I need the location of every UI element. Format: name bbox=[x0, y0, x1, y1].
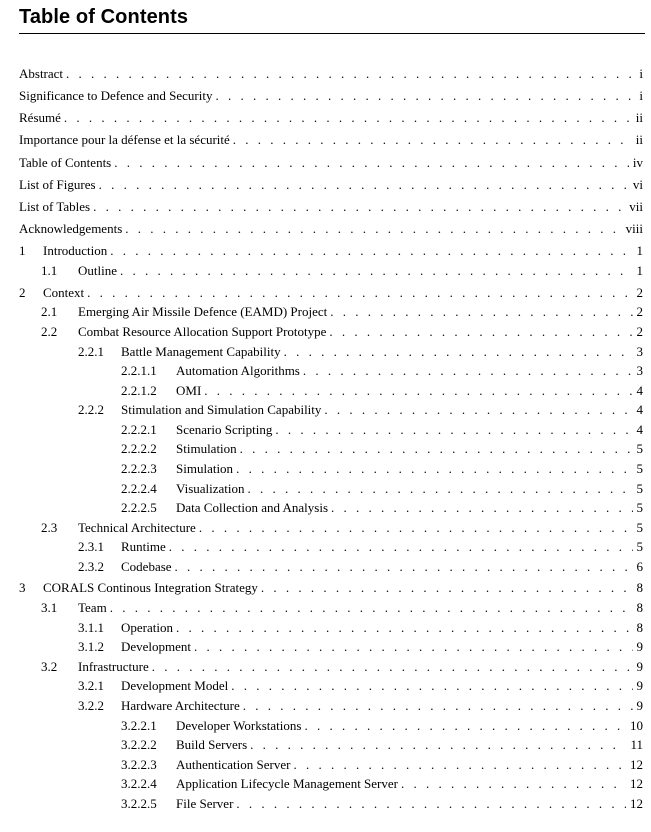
toc-entry-page: i bbox=[635, 87, 643, 105]
toc-entry-number: 2.2.2.4 bbox=[121, 481, 157, 496]
toc-entry-number: 2.2.2.3 bbox=[121, 461, 157, 476]
toc-entry-number: 2.2.2.2 bbox=[121, 441, 157, 456]
toc-entry-page: 6 bbox=[633, 558, 644, 576]
dot-leader bbox=[66, 65, 635, 83]
dot-leader bbox=[199, 519, 633, 537]
dot-leader bbox=[110, 599, 633, 617]
toc-entry[interactable] bbox=[19, 697, 643, 715]
toc-entry-label[interactable]: Developer Workstations bbox=[176, 717, 304, 735]
toc-entry-page: 5 bbox=[633, 460, 644, 478]
toc-entry[interactable] bbox=[19, 323, 643, 341]
toc-entry-number: 3.2.2.1 bbox=[121, 718, 157, 733]
toc-entry-number: 2.2.2.5 bbox=[121, 500, 157, 515]
toc-entry-label[interactable]: Abstract bbox=[19, 65, 66, 83]
toc-entry-page: 2 bbox=[633, 284, 644, 302]
toc-entry-page: vi bbox=[629, 176, 643, 194]
toc-entry-page: 5 bbox=[633, 480, 644, 498]
toc-entry-number: 3.2.2.3 bbox=[121, 757, 157, 772]
toc-entry[interactable] bbox=[19, 284, 643, 302]
toc-entry-label[interactable]: Stimulation bbox=[176, 440, 240, 458]
toc-entry-number: 2.2.1 bbox=[78, 344, 104, 359]
toc-entry[interactable] bbox=[19, 131, 643, 149]
toc-entry-number: 3.1 bbox=[41, 600, 58, 615]
toc-entry-label[interactable]: Table of Contents bbox=[19, 154, 114, 172]
toc-entry-page: 2 bbox=[633, 303, 644, 321]
dot-leader bbox=[324, 401, 632, 419]
dot-leader bbox=[331, 499, 632, 517]
dot-leader bbox=[329, 323, 632, 341]
toc-entry[interactable] bbox=[19, 677, 643, 695]
toc-entry[interactable] bbox=[19, 538, 643, 556]
toc-entry-page: 12 bbox=[626, 795, 643, 813]
toc-entry[interactable] bbox=[19, 262, 643, 280]
toc-entry-page: 9 bbox=[633, 697, 644, 715]
toc-entry[interactable] bbox=[19, 382, 643, 400]
toc-entry-number: 2.2.2 bbox=[78, 402, 104, 417]
dot-leader bbox=[401, 775, 626, 793]
toc-entry-page: viii bbox=[622, 220, 643, 238]
toc-entry-number: 2.2.1.2 bbox=[121, 383, 157, 398]
toc-entry-number: 2.3.1 bbox=[78, 539, 104, 554]
toc-entry-number: 2 bbox=[19, 285, 26, 300]
toc-entry-label[interactable]: Authentication Server bbox=[176, 756, 293, 774]
toc-entry-page: 9 bbox=[633, 677, 644, 695]
toc-entry-label[interactable]: Build Servers bbox=[176, 736, 250, 754]
dot-leader bbox=[120, 262, 633, 280]
toc-entry-number: 3.1.1 bbox=[78, 620, 104, 635]
toc-entry-label[interactable]: Scenario Scripting bbox=[176, 421, 275, 439]
toc-entry[interactable] bbox=[19, 362, 643, 380]
toc-entry-label[interactable]: Résumé bbox=[19, 109, 64, 127]
dot-leader bbox=[176, 619, 633, 637]
toc-entry-page: 1 bbox=[633, 242, 644, 260]
toc-entry-number: 2.2.2.1 bbox=[121, 422, 157, 437]
toc-entry-label[interactable]: Visualization bbox=[176, 480, 248, 498]
toc-entry[interactable] bbox=[19, 736, 643, 754]
toc-entry-label[interactable]: Context bbox=[43, 284, 87, 302]
toc-entry-number: 3.2.2.2 bbox=[121, 737, 157, 752]
dot-leader bbox=[87, 284, 632, 302]
toc-entry-page: 9 bbox=[633, 638, 644, 656]
toc-entry-label[interactable]: Runtime bbox=[121, 538, 169, 556]
toc-entry-label[interactable]: Data Collection and Analysis bbox=[176, 499, 331, 517]
toc-entry-label[interactable]: Outline bbox=[78, 262, 120, 280]
toc-entry-page: 3 bbox=[633, 362, 644, 380]
toc-entry-label[interactable]: Importance pour la défense et la sécurité bbox=[19, 131, 233, 149]
toc-entry[interactable] bbox=[19, 619, 643, 637]
toc-entry[interactable] bbox=[19, 65, 643, 83]
toc-entry-label[interactable]: Operation bbox=[121, 619, 176, 637]
toc-entry-page: 12 bbox=[626, 775, 643, 793]
dot-leader bbox=[236, 460, 632, 478]
toc-entry[interactable] bbox=[19, 599, 643, 617]
toc-entry-label[interactable]: Acknowledgements bbox=[19, 220, 125, 238]
toc-entry-page: 1 bbox=[633, 262, 644, 280]
toc-entry[interactable] bbox=[19, 480, 643, 498]
toc-entry-label[interactable]: Infrastructure bbox=[78, 658, 152, 676]
toc-entry[interactable] bbox=[19, 460, 643, 478]
dot-leader bbox=[64, 109, 632, 127]
toc-entry-number: 2.1 bbox=[41, 304, 58, 319]
toc-entry-page: 9 bbox=[633, 658, 644, 676]
toc-entry-number: 2.3 bbox=[41, 520, 58, 535]
toc-entry-number: 2.3.2 bbox=[78, 559, 104, 574]
toc-entry[interactable] bbox=[19, 499, 643, 517]
toc-entry[interactable] bbox=[19, 176, 643, 194]
toc-entry-label[interactable]: Codebase bbox=[121, 558, 175, 576]
toc-entry[interactable] bbox=[19, 154, 643, 172]
toc-entry-page: 8 bbox=[633, 579, 644, 597]
dot-leader bbox=[304, 717, 626, 735]
toc-entry-page: 11 bbox=[626, 736, 643, 754]
toc-entry-page: iv bbox=[629, 154, 643, 172]
dot-leader bbox=[175, 558, 633, 576]
toc-entry-label[interactable]: Application Lifecycle Management Server bbox=[176, 775, 401, 793]
dot-leader bbox=[240, 440, 633, 458]
toc-entry-label[interactable]: Emerging Air Missile Defence (EAMD) Project bbox=[78, 303, 330, 321]
toc-entry-number: 3 bbox=[19, 580, 26, 595]
dot-leader bbox=[125, 220, 621, 238]
dot-leader bbox=[233, 131, 632, 149]
dot-leader bbox=[248, 480, 633, 498]
dot-leader bbox=[204, 382, 632, 400]
title-divider bbox=[19, 33, 645, 34]
toc-entry-page: 8 bbox=[633, 619, 644, 637]
toc-entry-number: 3.2 bbox=[41, 659, 58, 674]
toc-entry-page: 5 bbox=[633, 499, 644, 517]
toc-entry[interactable] bbox=[19, 343, 643, 361]
dot-leader bbox=[99, 176, 629, 194]
dot-leader bbox=[231, 677, 632, 695]
toc-entry-label[interactable]: Simulation bbox=[176, 460, 236, 478]
toc-entry-number: 1 bbox=[19, 243, 26, 258]
toc-entry-page: 5 bbox=[633, 519, 644, 537]
dot-leader bbox=[243, 697, 633, 715]
toc-entry-number: 2.2 bbox=[41, 324, 58, 339]
toc-entry-label[interactable]: Battle Management Capability bbox=[121, 343, 284, 361]
dot-leader bbox=[215, 87, 635, 105]
toc-entry-label[interactable]: Stimulation and Simulation Capability bbox=[121, 401, 324, 419]
toc-entry-label[interactable]: Development Model bbox=[121, 677, 231, 695]
toc-entry-label[interactable]: List of Figures bbox=[19, 176, 99, 194]
dot-leader bbox=[261, 579, 633, 597]
toc-entry-label[interactable]: CORALS Continous Integration Strategy bbox=[43, 579, 261, 597]
toc-entry-label[interactable]: Automation Algorithms bbox=[176, 362, 303, 380]
toc-entry-number: 3.1.2 bbox=[78, 639, 104, 654]
toc-entry[interactable] bbox=[19, 756, 643, 774]
dot-leader bbox=[303, 362, 633, 380]
toc-entry[interactable] bbox=[19, 638, 643, 656]
toc-entry-page: 12 bbox=[626, 756, 643, 774]
toc-entry-number: 3.2.2.5 bbox=[121, 796, 157, 811]
dot-leader bbox=[152, 658, 633, 676]
toc-entry-label[interactable]: File Server bbox=[176, 795, 236, 813]
toc-entry[interactable] bbox=[19, 658, 643, 676]
toc-entry-page: 10 bbox=[626, 717, 643, 735]
toc-entry-number: 3.2.2 bbox=[78, 698, 104, 713]
dot-leader bbox=[110, 242, 632, 260]
toc-entry-number: 1.1 bbox=[41, 263, 58, 278]
dot-leader bbox=[284, 343, 633, 361]
toc-entry-page: 3 bbox=[633, 343, 644, 361]
toc-entry-page: 5 bbox=[633, 440, 644, 458]
toc-entry-number: 2.2.1.1 bbox=[121, 363, 157, 378]
toc-entry[interactable] bbox=[19, 717, 643, 735]
toc-entry-label[interactable]: Introduction bbox=[43, 242, 110, 260]
toc-entry[interactable] bbox=[19, 303, 643, 321]
toc-entry[interactable] bbox=[19, 198, 643, 216]
dot-leader bbox=[236, 795, 626, 813]
toc-entry[interactable] bbox=[19, 109, 643, 127]
dot-leader bbox=[250, 736, 626, 754]
toc-entry[interactable] bbox=[19, 220, 643, 238]
toc-entry-page: 4 bbox=[633, 382, 644, 400]
page-title: Table of Contents bbox=[19, 6, 189, 28]
toc-entry-page: ii bbox=[632, 131, 643, 149]
toc-entry-page: 2 bbox=[633, 323, 644, 341]
toc-entry-page: 4 bbox=[633, 401, 644, 419]
toc-entry-page: 8 bbox=[633, 599, 644, 617]
toc-entry-label[interactable]: List of Tables bbox=[19, 198, 93, 216]
dot-leader bbox=[275, 421, 632, 439]
toc-entry-label[interactable]: Technical Architecture bbox=[78, 519, 199, 537]
toc-entry-page: 4 bbox=[633, 421, 644, 439]
toc-entry[interactable] bbox=[19, 440, 643, 458]
toc-entry-label[interactable]: Combat Resource Allocation Support Prototype bbox=[78, 323, 329, 341]
toc-entry[interactable] bbox=[19, 579, 643, 597]
toc-entry[interactable] bbox=[19, 775, 643, 793]
toc-entry[interactable] bbox=[19, 87, 643, 105]
toc-entry-label[interactable]: OMI bbox=[176, 382, 204, 400]
dot-leader bbox=[93, 198, 625, 216]
toc-entry[interactable] bbox=[19, 558, 643, 576]
toc-entry-label[interactable]: Hardware Architecture bbox=[121, 697, 243, 715]
toc-entry-page: ii bbox=[632, 109, 643, 127]
toc-entry[interactable] bbox=[19, 421, 643, 439]
dot-leader bbox=[293, 756, 626, 774]
toc-entry[interactable] bbox=[19, 401, 643, 419]
toc-entry[interactable] bbox=[19, 795, 643, 813]
toc-entry-label[interactable]: Development bbox=[121, 638, 194, 656]
dot-leader bbox=[194, 638, 632, 656]
toc-entry[interactable] bbox=[19, 242, 643, 260]
dot-leader bbox=[169, 538, 633, 556]
toc-entry-label[interactable]: Significance to Defence and Security bbox=[19, 87, 215, 105]
toc-entry-page: i bbox=[635, 65, 643, 83]
dot-leader bbox=[114, 154, 629, 172]
toc-entry-number: 3.2.2.4 bbox=[121, 776, 157, 791]
dot-leader bbox=[330, 303, 632, 321]
toc-entry-label[interactable]: Team bbox=[78, 599, 110, 617]
toc-entry-number: 3.2.1 bbox=[78, 678, 104, 693]
toc-entry[interactable] bbox=[19, 519, 643, 537]
toc-entry-page: vii bbox=[625, 198, 643, 216]
toc-entry-page: 5 bbox=[633, 538, 644, 556]
